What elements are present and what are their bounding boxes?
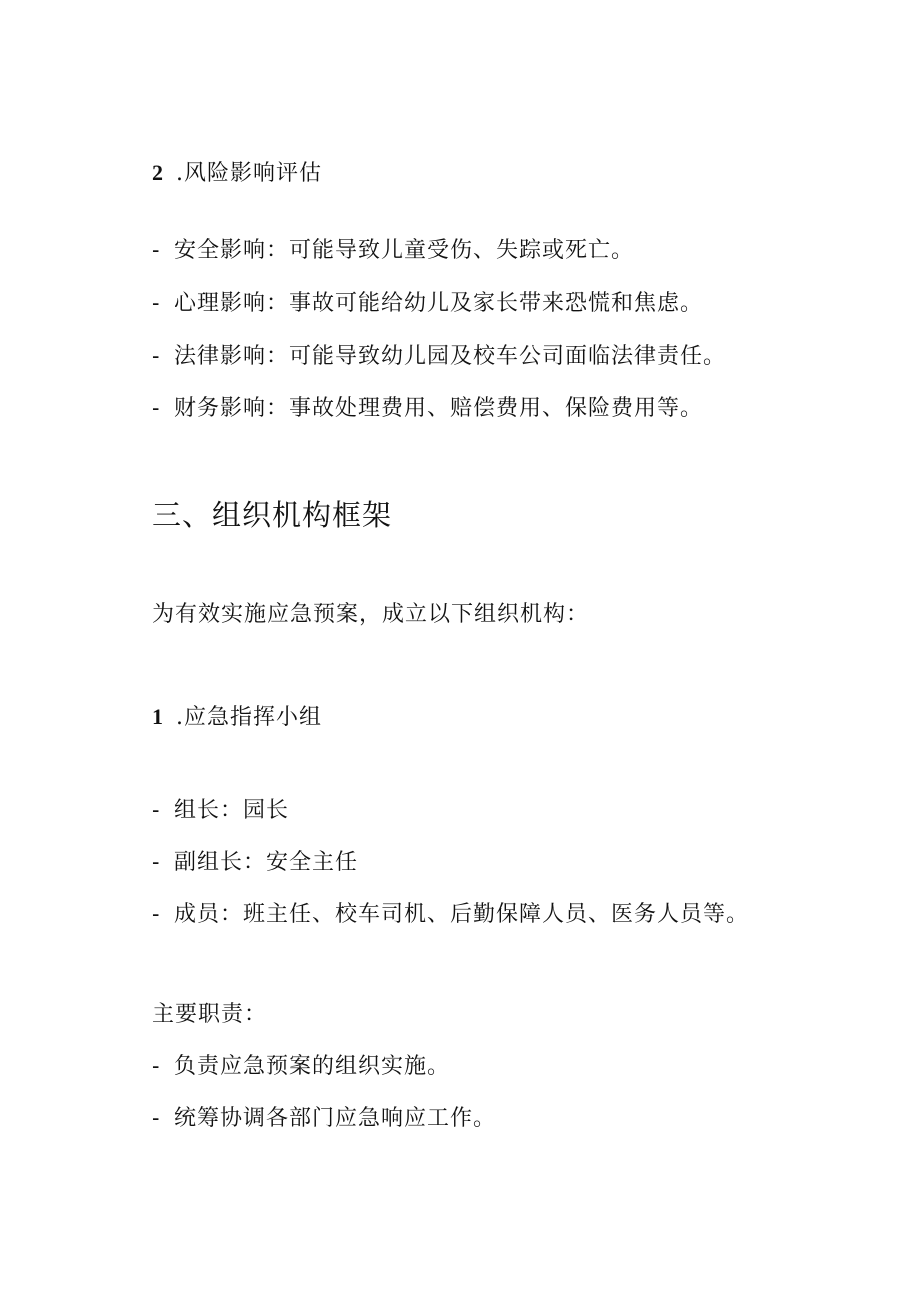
- list-item: [152, 394, 703, 424]
- duties-label: 主要职责：: [152, 1002, 268, 1027]
- section-title-risk-impact: [152, 158, 322, 189]
- list-item: [152, 796, 289, 826]
- dash-marker: -: [152, 291, 161, 316]
- list-item-text: 财务影响：事故处理费用、赔偿费用、保险费用等。: [174, 396, 704, 421]
- list-item-text: 副组长：安全主任: [174, 850, 359, 875]
- section-title-text: .风险影响评估: [176, 161, 322, 186]
- dash-marker: -: [152, 238, 161, 263]
- list-item: [152, 1104, 496, 1134]
- dash-marker: -: [152, 798, 161, 823]
- dash-marker: -: [152, 1106, 161, 1131]
- section-number: 2: [152, 160, 164, 185]
- list-item: [152, 848, 358, 878]
- list-item-text: 组长：园长: [174, 798, 290, 823]
- list-item-text: 安全影响：可能导致儿童受伤、失踪或死亡。: [174, 238, 635, 263]
- subsection-title-command-group: [152, 702, 322, 733]
- list-item-text: 统筹协调各部门应急响应工作。: [174, 1106, 497, 1131]
- list-item: [152, 342, 726, 372]
- list-item-text: 心理影响：事故可能给幼儿及家长带来恐慌和焦虑。: [174, 291, 704, 316]
- dash-marker: -: [152, 902, 161, 927]
- list-item-text: 成员：班主任、校车司机、后勤保障人员、医务人员等。: [174, 902, 750, 927]
- subsection-title-text: .应急指挥小组: [176, 705, 322, 730]
- list-item: [152, 900, 749, 930]
- list-item-text: 法律影响：可能导致幼儿园及校车公司面临法律责任。: [174, 344, 727, 369]
- dash-marker: -: [152, 850, 161, 875]
- list-item: [152, 289, 703, 319]
- dash-marker: -: [152, 1054, 161, 1079]
- chapter-heading: 三、组织机构框架: [152, 498, 393, 532]
- list-item-text: 负责应急预案的组织实施。: [174, 1054, 451, 1079]
- dash-marker: -: [152, 344, 161, 369]
- subsection-number: 1: [152, 704, 164, 729]
- intro-paragraph: 为有效实施应急预案，成立以下组织机构：: [152, 602, 590, 627]
- list-item: [152, 236, 634, 266]
- dash-marker: -: [152, 396, 161, 421]
- list-item: [152, 1052, 450, 1082]
